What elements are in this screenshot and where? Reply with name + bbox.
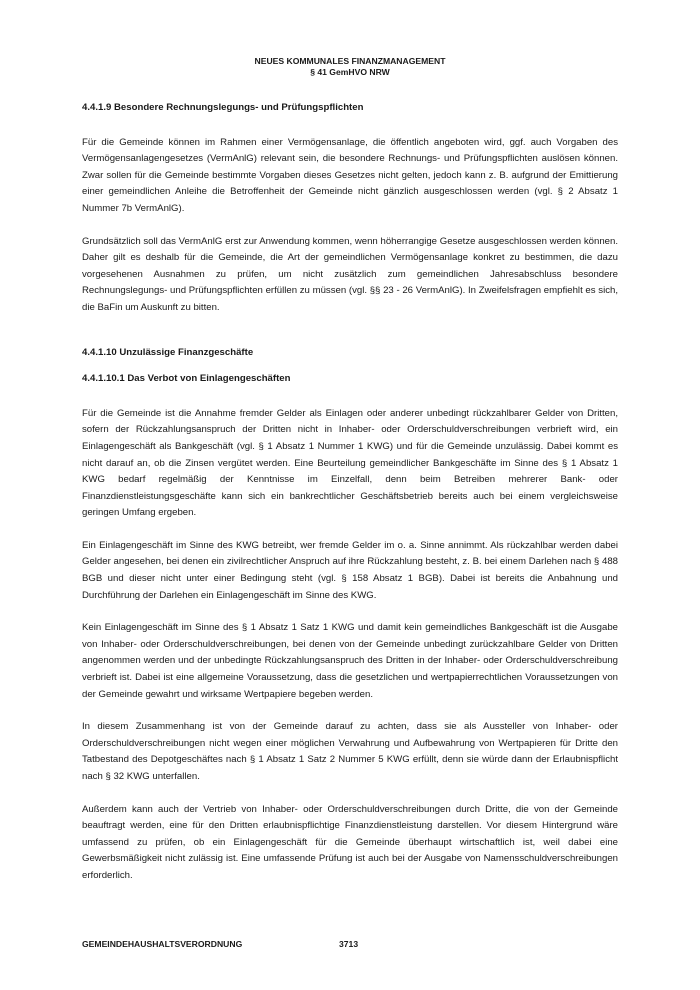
footer-title: GEMEINDEHAUSHALTSVERORDNUNG: [82, 939, 243, 949]
paragraph: Ein Einlagengeschäft im Sinne des KWG betreibt, wer fremde Gelder im o. a. Sinne annimmt. Als rückzahlbar werden dabei Gelder angesehen, bei denen ein zivilrechtlicher Anspruch auf ihre Rückzahlung besteht, z. B. bei einem Darlehen nach § 488 BGB und dieser nicht unter einer Bedingung steht (vgl. § 158 Absatz 1 BGB). Dabei ist bereits die Anbahnung und Durchführung der Darlehen ein Einlagengeschäft im Sinne des KWG.: [82, 539, 618, 601]
document-body: [82, 100, 618, 885]
paragraph: Außerdem kann auch der Vertrieb von Inhaber- oder Orderschuldverschreibungen durch Dritte, die von der Gemeinde beauftragt werden, eine für den Dritten erlaubnispflichtige Finanzdienstleistung darstellen. Vor diesem Hintergrund wäre umfassend zu prüfen, ob ein Einlagengeschäft für die Gemeinde überhaupt wirtschaftlich ist, weil dabei eine Gewerbsmäßigkeit nicht zulässig ist. Eine umfassende Prüfung ist auch bei der Ausgabe von Namensschuldverschreibungen erforderlich.: [82, 803, 618, 881]
section-heading: 4.4.1.10 Unzulässige Finanzgeschäfte: [82, 346, 254, 358]
paragraph: In diesem Zusammenhang ist von der Gemeinde darauf zu achten, dass sie als Aussteller von Inhaber- oder Orderschuldverschreibungen nicht wegen einer möglichen Verwahrung und Aufbewahrung von Wertpapieren für Dritte den Tatbestand des Depotgeschäftes nach § 1 Absatz 1 Satz 2 Nummer 5 KWG erfüllt, denn sie würde dann der Erlaubnispflicht nach § 32 KWG unterfallen.: [82, 721, 618, 782]
subsection-heading: 4.4.1.10.1 Das Verbot von Einlagengeschäften: [82, 373, 291, 385]
paragraph: Grundsätzlich soll das VermAnlG erst zur Anwendung kommen, wenn höherrangige Gesetze ausgeschlossen werden können. Daher gilt es deshalb für die Gemeinde, die Art der gemeindlichen Vermögensanlage konkret zu bestimmen, die dazu vorgesehenen Ausnahmen zu prüfen, um nicht zusätzlich zum gemeindlichen Jahresabschluss besondere Rechnungslegungs- und Prüfungspflichten erfüllen zu müssen (vgl. §§ 23 - 26 VermAnlG). In Zweifelsfragen empfiehlt es sich, die BaFin um Auskunft zu bitten.: [82, 235, 618, 313]
page-number: 3713: [339, 939, 359, 949]
page-header: [0, 56, 700, 78]
header-subtitle: § 41 GemHVO NRW: [310, 67, 390, 77]
section-heading: 4.4.1.9 Besondere Rechnungslegungs- und Prüfungspflichten: [82, 102, 364, 113]
paragraph: Für die Gemeinde ist die Annahme fremder Gelder als Einlagen oder anderer unbedingt rückzahlbarer Gelder von Dritten, sofern der Rückzahlungsanspruch der Dritten nicht in Inhaber- oder Orderschuldverschreibungen verbrieft wird, ein Einlagengeschäft als Bankgeschäft (vgl. § 1 Absatz 1 Nummer 1 KWG) und für die Gemeinde unzulässig. Dabei kommt es nicht darauf an, ob die Zinsen vergütet werden. Eine Beurteilung gemeindlicher Bankgeschäfte im Sinne des § 1 Absatz 1 KWG bedarf regelmäßig der Kenntnisse im Einzelfall, denn beim Betreiben mehrerer Bank- oder Finanzdienstleistungsgeschäfte kann sich ein bankrechtlicher Geschäftsbetrieb bereits auch bei einem vergleichsweise geringen Umfang ergeben.: [82, 407, 618, 519]
header-title: NEUES KOMMUNALES FINANZMANAGEMENT: [254, 56, 446, 66]
paragraph: Für die Gemeinde können im Rahmen einer Vermögensanlage, die öffentlich angeboten wird, ggf. auch Vorgaben des Vermögensanlagengesetzes (VermAnlG) relevant sein, die besondere Rechnungs- und Prüfungspflichten auslösen können. Zwar sollen für die Gemeinde bestimmte Vorgaben dieses Gesetzes nicht gelten, jedoch kann z. B. aufgrund der Emittierung einer gemeindlichen Anleihe die Betroffenheit der Gemeinde nicht gänzlich ausgeschlossen werden (vgl. § 2 Absatz 1 Nummer 7b VermAnlG).: [82, 136, 618, 214]
page-footer: [82, 939, 618, 949]
paragraph: Kein Einlagengeschäft im Sinne des § 1 Absatz 1 Satz 1 KWG und damit kein gemeindliches Bankgeschäft ist die Ausgabe von Inhaber- oder Orderschuldverschreibungen, bei denen von der Gemeinde unbedingt zurückzahlbare Gelder von Dritten angenommen werden und der unbedingte Rückzahlungsanspruch des Dritten in der Inhaber- oder Orderschuldverschreibung verbrieft ist. Dabei ist eine allgemeine Voraussetzung, dass die gesetzlichen und wertpapierrechtlichen Voraussetzungen von der Gemeinde gewahrt und wirksame Wertpapiere begeben werden.: [82, 622, 618, 700]
